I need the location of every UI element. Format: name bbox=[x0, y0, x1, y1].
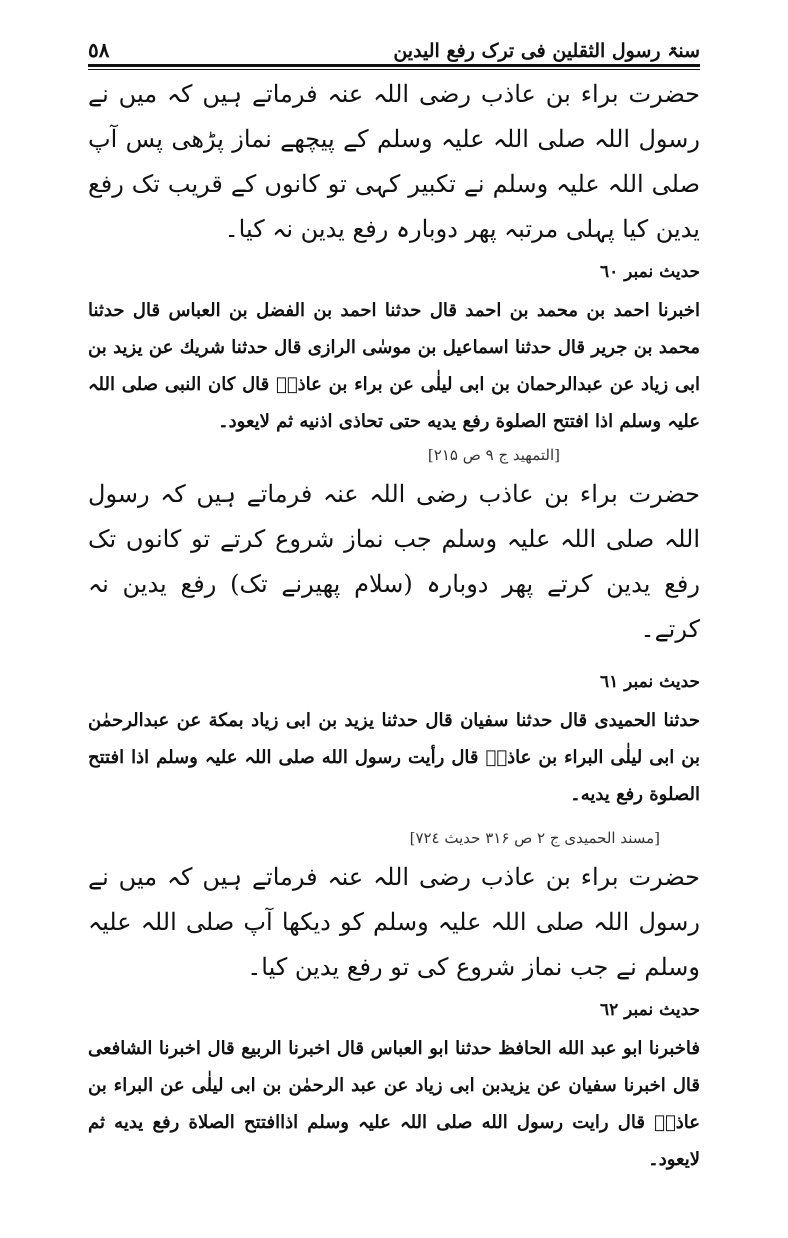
arabic-text-62: فاخبرنا ابو عبد الله الحافظ حدثنا ابو العباس قال اخبرنا الربیع قال اخبرنا الشافعی قال اخبرنا سفیان عن یزیدبن ابی زیاد عن عبد الرحمٰن بن ابی لیلٰی عن البراء بن عاذبؓ قال رایت رسول الله صلی اللہ علیہ وسلم اذاافتتح الصلاة رفع یدیه ثم لایعود۔ bbox=[88, 1038, 700, 1170]
page-body bbox=[88, 72, 700, 1178]
arabic-text-61: حدثنا الحمیدی قال حدثنا سفیان قال حدثنا یزید بن ابی زیاد بمکة عن عبدالرحمٰن بن ابی لیلٰی البراء بن عاذبؓ قال رأیت رسول الله صلی اللہ علیہ وسلم اذا افتتح الصلوة رفع یدیه۔ bbox=[88, 710, 700, 805]
page-number: ٥٨ bbox=[88, 38, 110, 62]
header-rule-thick bbox=[88, 64, 700, 67]
header-rule-thin bbox=[88, 69, 700, 70]
hadith-heading-61: حدیث نمبر ٦١ bbox=[599, 672, 700, 692]
reference-60: [التمهید ج ۹ ص ۲۱۵] bbox=[427, 446, 560, 464]
urdu-translation-60: حضرت براء بن عاذب رضی اللہ عنہ فرماتے ہیں کہ رسول اللہ صلی اللہ علیہ وسلم جب نماز شروع کرتے تو کانوں تک رفع یدین کرتے پھر دوبارہ (سلام پھیرنے تک) رفع یدین نہ کرتے۔ bbox=[88, 480, 700, 643]
reference-61: [مسند الحمیدی ج ۲ ص ۳۱۶ حدیث ۷۲٤] bbox=[409, 829, 660, 847]
page-header bbox=[88, 28, 700, 62]
arabic-text-60: اخبرنا احمد بن محمد بن احمد قال حدثنا احمد بن الفضل بن العباس قال حدثنا محمد بن جریر قال حدثنا اسماعیل بن موسٰی الرازی قال حدثنا شریك عن یزید بن ابی زیاد عن عبدالرحمان بن ابی لیلٰی عن براء بن عاذبؓ قال کان النبی صلی اللہ علیہ وسلم اذا افتتح الصلوة رفع یدیه حتی تحاذی اذنیه ثم لایعود۔ bbox=[88, 300, 700, 432]
urdu-translation-59: حضرت براء بن عاذب رضی اللہ عنہ فرماتے ہیں کہ میں نے رسول اللہ صلی اللہ علیہ وسلم کے پیچھے نماز پڑھی پس آپ صلی اللہ علیہ وسلم نے تکبیر کہی تو کانوں کے قریب تک رفع یدین کیا پہلی مرتبہ پھر دوبارہ رفع یدین نہ کیا۔ bbox=[88, 80, 700, 243]
hadith-heading-60: حدیث نمبر ٦٠ bbox=[599, 262, 700, 282]
running-title: سنۃ رسول الثقلین فی ترک رفع الیدین bbox=[393, 40, 700, 62]
urdu-translation-61: حضرت براء بن عاذب رضی اللہ عنہ فرماتے ہیں کہ میں نے رسول اللہ صلی اللہ علیہ وسلم کو دیکھا آپ صلی اللہ علیہ وسلم نے جب نماز شروع کی تو رفع یدین کیا۔ bbox=[88, 863, 700, 981]
hadith-heading-62: حدیث نمبر ٦٢ bbox=[599, 1000, 700, 1020]
